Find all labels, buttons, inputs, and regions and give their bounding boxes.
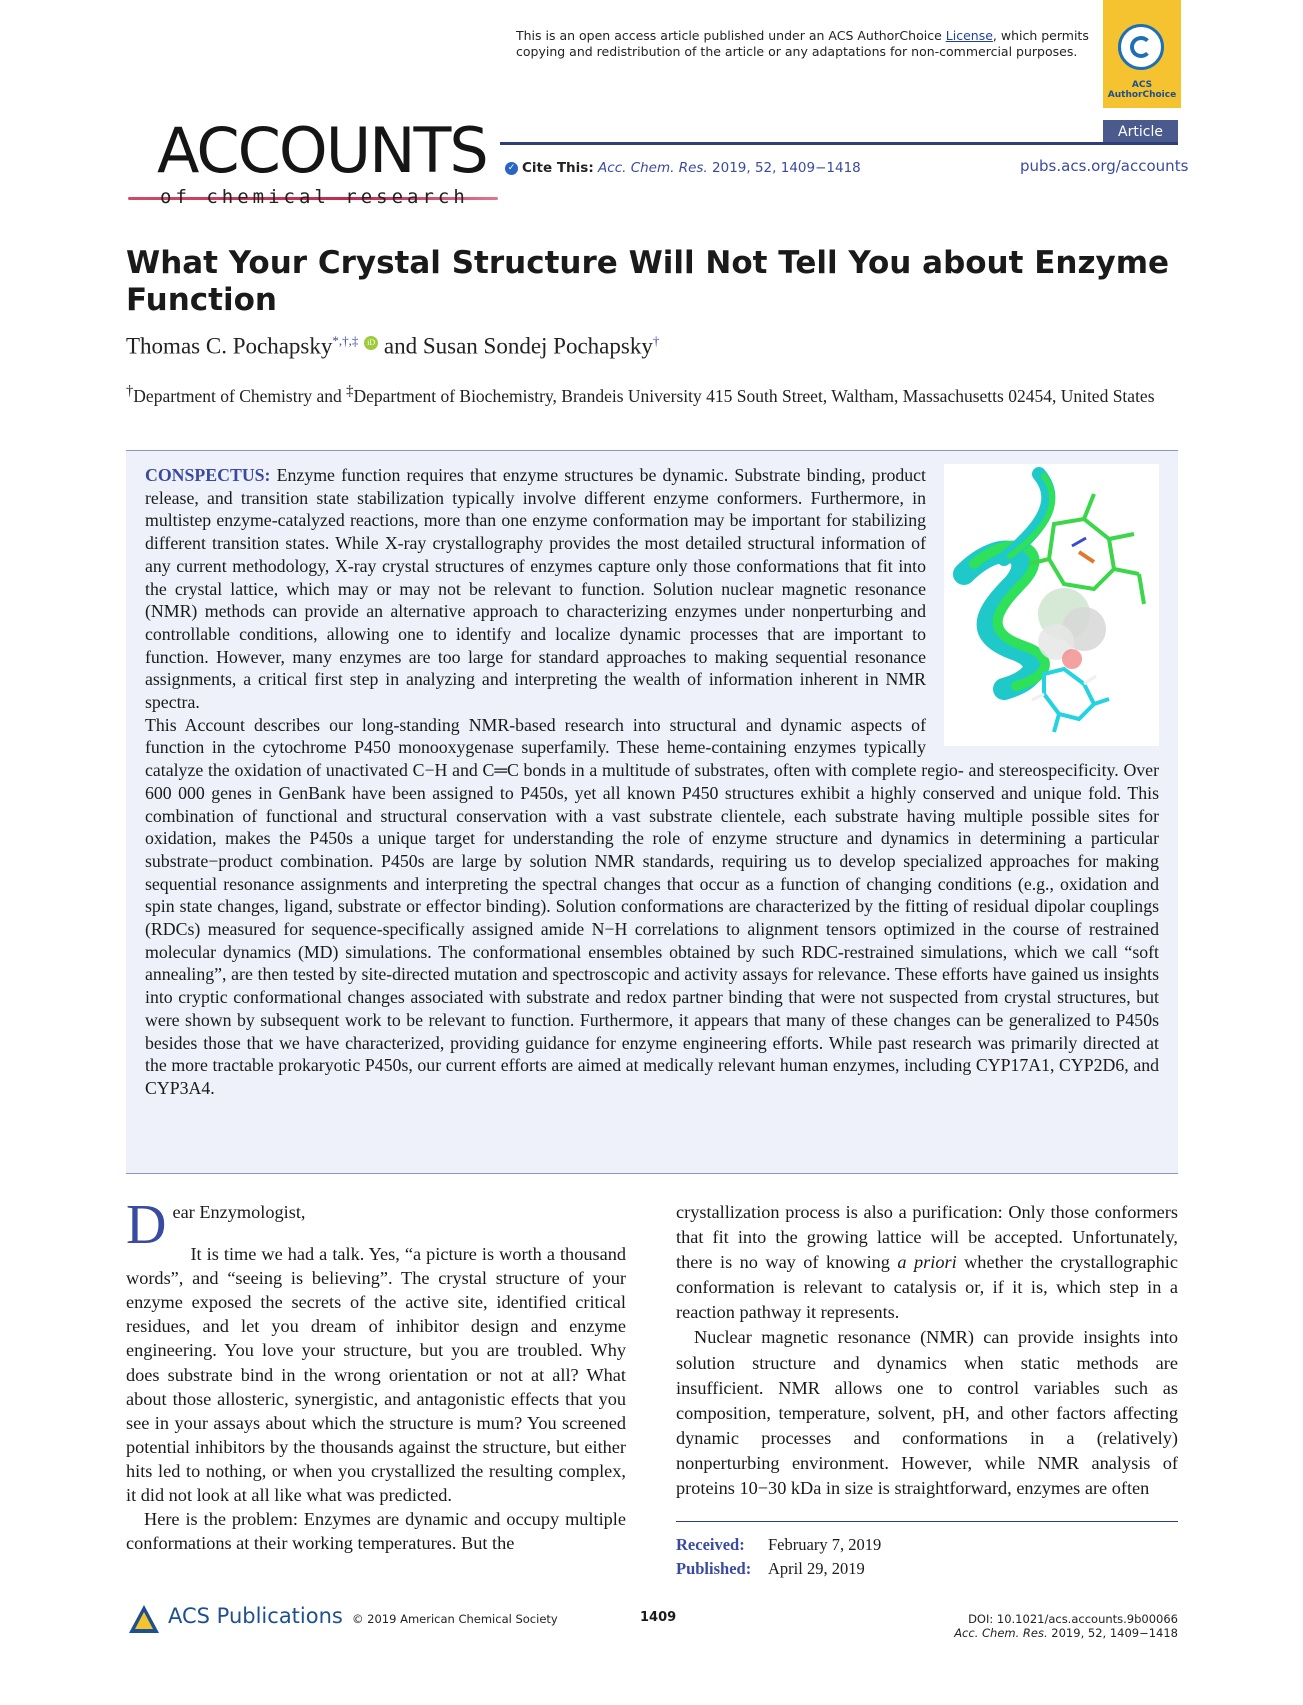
article-title: What Your Crystal Structure Will Not Tell You about Enzyme Function (126, 245, 1170, 318)
body-emphasis: a priori (897, 1252, 957, 1273)
received-date: February 7, 2019 (768, 1535, 882, 1554)
cite-label: Cite This: (522, 160, 594, 176)
footer-citation: 2019, 52, 1409−1418 (1051, 1626, 1178, 1640)
affil-text-2: Department of Biochemistry, Brandeis University 415 South Street, Waltham, Massachusetts 02454, United States (353, 385, 1155, 406)
toc-graphic (944, 464, 1159, 746)
footer-doi (930, 1612, 1178, 1640)
published-date: April 29, 2019 (768, 1559, 865, 1578)
author-conjunction: and (383, 333, 418, 359)
body-left-column (126, 1194, 626, 1555)
body-paragraph-1: It is time we had a talk. Yes, “a picture is worth a thousand words”, and “seeing is believing”. The crystal structure of your enzyme exposed the secrets of the active site, identified critical residues, and let you dream of inhibitor design and enzyme engineering. You love your structure, but you are troubled. Why does substrate bind in the wrong orientation or not at all? What about those allosteric, synergistic, and antagonistic effects that you see in your assays about which the structure is mum? You screened potential inhibitors by the thousands against the structure, but either hits led to nothing, or when you crystallized the resulting complex, it did not look at all like what was predicted. (126, 1244, 626, 1506)
author-2-marks[interactable]: † (652, 333, 660, 348)
orcid-icon[interactable]: iD (364, 336, 378, 350)
body-paragraph-3-end: whether the crystallographic conformation is relevant to catalysis or, if it is, which step in a reaction pathway it represents. (676, 1252, 1178, 1323)
dates-rule (676, 1521, 1178, 1522)
open-access-notice (516, 28, 1096, 60)
journal-logo[interactable]: ACCOUNTS (157, 114, 487, 187)
conspectus-paragraph-1: Enzyme function requires that enzyme structures be dynamic. Substrate binding, product release, and transition state stabilization typically involve different enzyme conformers. Furthermore, in multistep enzyme-catalyzed reactions, more than one enzyme conformation may be important for stabilizing different transition states. While X-ray crystallography provides the most detailed structural information of any current methodology, X-ray crystal structures of enzymes capture only those conformations that fit into the crystal lattice, which may or may not be relevant to function. Solution nuclear magnetic resonance (NMR) methods can provide an alternative approach to characterizing enzymes under nonperturbing and controllable conditions, allowing one to identify and localize dynamic processes that are important to function. However, many enzymes are too large for standard approaches to making sequential resonance assignments, a critical first step in analyzing and interpreting the wealth of information inherent in NMR spectra. (145, 465, 927, 713)
salutation: ear Enzymologist, (172, 1202, 306, 1222)
author-1-marks[interactable]: *,†,‡ (332, 333, 359, 348)
article-dates (676, 1533, 881, 1581)
conspectus-label: CONSPECTUS: (145, 465, 271, 485)
page-number: 1409 (640, 1610, 677, 1625)
body-paragraph-4: Nuclear magnetic resonance (NMR) can provide insights into solution structure and dynamics when static methods are insufficient. NMR allows one to control variables such as composition, temperature, solvent, pH, and other factors affecting dynamic processes and conformations in a (relatively) nonperturbing environment. However, while NMR analysis of proteins 10−30 kDa in size is straightforward, enzymes are often (676, 1327, 1178, 1499)
protein-structure-graphic (944, 464, 1159, 746)
author-2[interactable]: Susan Sondej Pochapsky (422, 333, 653, 359)
affiliations (126, 380, 1181, 408)
affil-mark-2: ‡ (346, 383, 354, 399)
author-1[interactable]: Thomas C. Pochapsky (126, 333, 333, 359)
body-paragraph-2: Here is the problem: Enzymes are dynamic and occupy multiple conformations at their working temperatures. But the (126, 1509, 626, 1554)
journal-logo-subtitle: of chemical research (160, 186, 469, 208)
acs-authorchoice-badge[interactable] (1103, 0, 1181, 108)
body-right-column (676, 1200, 1178, 1501)
doi-link[interactable]: DOI: 10.1021/acs.accounts.9b00066 (968, 1612, 1178, 1626)
publisher-name[interactable]: ACS Publications (168, 1604, 343, 1628)
acs-logo-icon[interactable] (127, 1603, 161, 1637)
cite-journal: Acc. Chem. Res. (598, 160, 708, 176)
license-link[interactable]: License (945, 28, 993, 43)
oa-notice-text: This is an open access article published under an ACS AuthorChoice (516, 28, 942, 43)
badge-label: ACS AuthorChoice (1107, 80, 1177, 100)
check-icon: ✓ (505, 162, 518, 175)
affil-text-1: Department of Chemistry and (133, 385, 347, 406)
conspectus-paragraph-2: This Account describes our long-standing NMR-based research into structural and dynamic aspects of function in the cytochrome P450 monooxygenase superfamily. These heme-containing enzymes typically catalyze the oxidation of unactivated C−H and C═C bonds in a multitude of substrates, often with complete regio- and stereospecificity. Over 600 000 genes in GenBank have been assigned to P450s, yet all known P450 structures exhibit a highly conserved and unique fold. This combination of functional and structural conservation with a vast substrate clientele, each substrate having multiple possible sites for oxidation, makes the P450s a unique target for understanding the role of enzyme structure and dynamics in determining a particular substrate−product combination. P450s are large by solution NMR standards, requiring us to develop specialized approaches for making sequential resonance assignments and interpreting the spectral changes that occur as a function of changing conditions (e.g., oxidation and spin state changes, ligand, substrate or effector binding). Solution conformations are characterized by the fitting of residual dipolar couplings (RDCs) measured for sequence-specifically assigned amide N−H correlations to alignment tensors optimized in the course of restrained molecular dynamics (MD) simulations. The conformational ensembles obtained by such RDC-restrained simulations, which we call “soft annealing”, are then tested by site-directed mutation and spectroscopic and activity assays for relevance. These efforts have gained us insights into cryptic conformational changes associated with substrate and redox partner binding that were not suspected from crystal structures, but were shown by subsequent work to be relevant to function. Furthermore, it appears that many of these changes can be generalized to P450s besides those that we have characterized, providing guidance for enzyme engineering efforts. While past research was primarily directed at the more tractable prokaryotic P450s, our current efforts are aimed at medically relevant human enzymes, including CYP17A1, CYP2D6, and CYP3A4. (145, 714, 1159, 1098)
cite-this[interactable] (505, 160, 861, 176)
oa-notice-text-end: , which permits copying and redistribution of the article or any adaptations for non-commercial purposes. (516, 28, 1089, 59)
conspectus (145, 464, 1159, 1100)
cite-details: 2019, 52, 1409−1418 (712, 160, 861, 176)
body-paragraph-3 (676, 1200, 1178, 1325)
journal-site-link[interactable]: pubs.acs.org/accounts (1020, 157, 1189, 175)
header-rule (500, 142, 1178, 145)
article-type-tag: Article (1103, 120, 1178, 144)
copyright: © 2019 American Chemical Society (352, 1612, 558, 1626)
drop-cap: D (126, 1194, 167, 1256)
affil-mark-1: † (126, 383, 134, 399)
published-label: Published: (676, 1559, 752, 1578)
author-line (126, 333, 659, 360)
authorchoice-icon (1118, 24, 1164, 70)
footer-journal: Acc. Chem. Res. (954, 1626, 1048, 1640)
body-paragraph-3-start: crystallization process is also a purification: Only those conformers that fit into the growing lattice will be accepted. Unfortunately, there is no way of knowing (676, 1202, 1178, 1273)
received-label: Received: (676, 1535, 745, 1554)
